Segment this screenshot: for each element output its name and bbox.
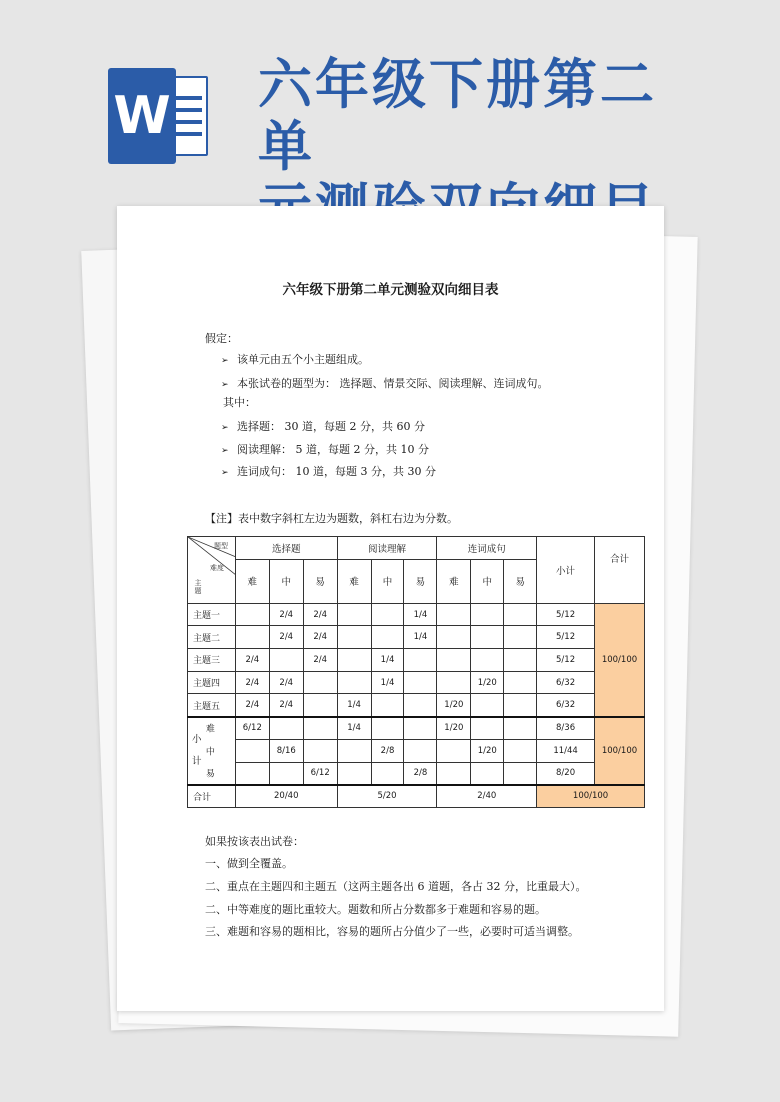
score-cell: 1/20 [471, 671, 504, 694]
score-cell [205, 717, 269, 740]
level-header: 难 [437, 559, 471, 603]
topic-label: 主题五 [188, 694, 236, 717]
bullet-item [221, 377, 549, 392]
detail-item [221, 465, 436, 480]
document-title: 六年级下册第二单元测验双向细目表 [282, 282, 499, 298]
subtotal-header: 小计 [537, 537, 595, 604]
page-title-line1: 六年级下册第二单 [258, 53, 657, 178]
corner-level-label: 难度 [210, 564, 224, 572]
group-total-cell: 20/40 [235, 785, 337, 808]
bullet-arrow-icon: ➢ [221, 380, 229, 390]
score-cell: 2/4 [303, 649, 337, 672]
corner-cell [188, 537, 236, 604]
topic-row [188, 671, 645, 694]
group-header: 阅读理解 [337, 537, 437, 560]
score-cell [404, 694, 437, 717]
score-cell: 1/4 [371, 649, 404, 672]
score-cell [504, 603, 537, 626]
score-cell [471, 762, 504, 785]
topic-label: 主题四 [188, 671, 236, 694]
topic-row [188, 603, 645, 626]
level-label: 中 [205, 747, 215, 758]
score-cell [504, 762, 537, 785]
level-header: 中 [371, 559, 404, 603]
level-header: 易 [404, 559, 437, 603]
score-cell [337, 762, 371, 785]
bullet-text: 该单元由五个小主题组成。 [237, 353, 369, 366]
level-label: 难 [205, 724, 215, 735]
score-cell: 1/4 [404, 603, 437, 626]
subtotal-side-char: 小 [192, 733, 202, 745]
score-cell: 1/4 [337, 717, 371, 740]
grand-total-label: 合计 [188, 785, 236, 808]
conclusion-lead: 如果按该表出试卷： [205, 835, 304, 848]
score-cell [269, 717, 303, 740]
score-cell [504, 671, 537, 694]
word-icon [108, 68, 210, 164]
score-cell [504, 694, 537, 717]
level-label: 易 [205, 769, 215, 780]
score-cell [337, 603, 371, 626]
score-cell [303, 671, 337, 694]
score-cell: 1/20 [471, 739, 504, 762]
score-cell [504, 717, 537, 740]
score-cell: 2/4 [303, 626, 337, 649]
score-cell [437, 649, 471, 672]
score-cell [437, 626, 471, 649]
score-cell [371, 694, 404, 717]
corner-topic-label: 主题 [194, 579, 202, 595]
score-cell: 2/4 [235, 671, 269, 694]
score-cell: 2/4 [303, 603, 337, 626]
score-cell [337, 671, 371, 694]
score-cell [235, 603, 269, 626]
level-header: 难 [337, 559, 371, 603]
topic-row [188, 649, 645, 672]
level-header: 难 [235, 559, 269, 603]
score-cell: 2/4 [269, 626, 303, 649]
score-cell [437, 603, 471, 626]
score-cell: 1/20 [437, 694, 471, 717]
topic-label: 主题二 [188, 626, 236, 649]
score-cell [303, 694, 337, 717]
score-cell: 2/4 [269, 671, 303, 694]
score-cell [371, 762, 404, 785]
detail-text: 选择题： 30 道，每题 2 分，共 60 分 [237, 420, 425, 433]
score-cell [205, 739, 269, 762]
conclusion-item: 一、做到全覆盖。 [205, 857, 293, 870]
score-cell [371, 717, 404, 740]
level-header: 中 [471, 559, 504, 603]
detail-item [221, 420, 425, 435]
total-header: 合计 [594, 537, 644, 604]
score-cell [371, 603, 404, 626]
subtotal-row [188, 739, 645, 762]
score-cell [404, 717, 437, 740]
level-header: 易 [303, 559, 337, 603]
score-cell [404, 649, 437, 672]
score-value: 6/12 [242, 723, 262, 734]
detail-text: 连词成句： 10 道，每题 3 分，共 30 分 [237, 465, 436, 478]
row-subtotal-cell: 5/12 [537, 649, 595, 672]
group-total-cell: 2/40 [437, 785, 537, 808]
level-header: 中 [269, 559, 303, 603]
conclusion-item: 二、中等难度的题比重较大。题数和所占分数都多于难题和容易的题。 [205, 903, 546, 916]
score-cell: 2/8 [371, 739, 404, 762]
row-subtotal-cell: 6/32 [537, 694, 595, 717]
score-cell: 1/4 [371, 671, 404, 694]
document-page [117, 206, 664, 1011]
subtotal-row [188, 762, 645, 785]
score-cell [205, 762, 269, 785]
score-cell: 1/4 [337, 694, 371, 717]
score-cell: 2/8 [404, 762, 437, 785]
score-cell: 2/4 [269, 603, 303, 626]
score-cell [471, 694, 504, 717]
word-icon-letter: W [108, 68, 176, 164]
row-subtotal-cell: 6/32 [537, 671, 595, 694]
topic-row [188, 694, 645, 717]
detail-item [221, 443, 429, 458]
score-cell [471, 603, 504, 626]
conclusion-item: 三、难题和容易的题相比，容易的题所占分值少了一些，必要时可适当调整。 [205, 925, 579, 938]
bullet-arrow-icon: ➢ [221, 446, 229, 456]
score-cell [437, 739, 471, 762]
group-header: 连词成句 [437, 537, 537, 560]
score-cell: 1/4 [404, 626, 437, 649]
row-subtotal-cell: 5/12 [537, 626, 595, 649]
grand-total-cell: 100/100 [537, 785, 645, 808]
score-cell: 2/4 [235, 694, 269, 717]
score-cell: 2/4 [269, 694, 303, 717]
topic-label: 主题一 [188, 603, 236, 626]
score-cell [269, 762, 303, 785]
score-cell [404, 671, 437, 694]
score-cell [504, 649, 537, 672]
bullet-arrow-icon: ➢ [221, 468, 229, 478]
topic-total-cell: 100/100 [594, 603, 644, 716]
bullet-text: 本张试卷的题型为： 选择题、情景交际、阅读理解、连词成句。 [237, 377, 549, 390]
score-cell [303, 717, 337, 740]
score-cell: 8/16 [269, 739, 303, 762]
score-cell [471, 717, 504, 740]
bullet-item [221, 353, 369, 368]
score-cell [269, 649, 303, 672]
score-cell [404, 739, 437, 762]
score-cell [504, 626, 537, 649]
assume-label: 假定： [205, 332, 238, 345]
topic-row [188, 626, 645, 649]
among-label: 其中： [223, 396, 256, 409]
conclusion-item: 二、重点在主题四和主题五（这两主题各出 6 道题，各占 32 分，比重最大）。 [205, 880, 587, 893]
score-cell [437, 762, 471, 785]
subtotal-row [188, 717, 645, 740]
subtotal-total-cell: 100/100 [594, 717, 644, 785]
score-cell [371, 626, 404, 649]
score-cell [337, 739, 371, 762]
bullet-arrow-icon: ➢ [221, 423, 229, 433]
score-cell [337, 626, 371, 649]
corner-type-label: 题型 [214, 542, 228, 550]
score-cell: 1/20 [437, 717, 471, 740]
level-header: 易 [504, 559, 537, 603]
row-subtotal-cell: 5/12 [537, 603, 595, 626]
row-subtotal-cell: 8/36 [537, 717, 595, 740]
table-note: 【注】表中数字斜杠左边为题数，斜杠右边为分数。 [205, 512, 458, 525]
score-cell [437, 671, 471, 694]
spec-table [187, 536, 645, 808]
topic-label: 主题三 [188, 649, 236, 672]
bullet-arrow-icon: ➢ [221, 356, 229, 366]
score-cell: 2/4 [235, 649, 269, 672]
score-cell [471, 649, 504, 672]
detail-text: 阅读理解： 5 道，每题 2 分，共 10 分 [237, 443, 429, 456]
score-cell [504, 739, 537, 762]
subtotal-side-char: 计 [192, 755, 202, 767]
row-subtotal-cell: 8/20 [537, 762, 595, 785]
score-cell [303, 739, 337, 762]
group-total-cell: 5/20 [337, 785, 437, 808]
score-cell [471, 626, 504, 649]
score-cell [337, 649, 371, 672]
score-cell [235, 626, 269, 649]
row-subtotal-cell: 11/44 [537, 739, 595, 762]
group-header: 选择题 [235, 537, 337, 560]
score-cell: 6/12 [303, 762, 337, 785]
